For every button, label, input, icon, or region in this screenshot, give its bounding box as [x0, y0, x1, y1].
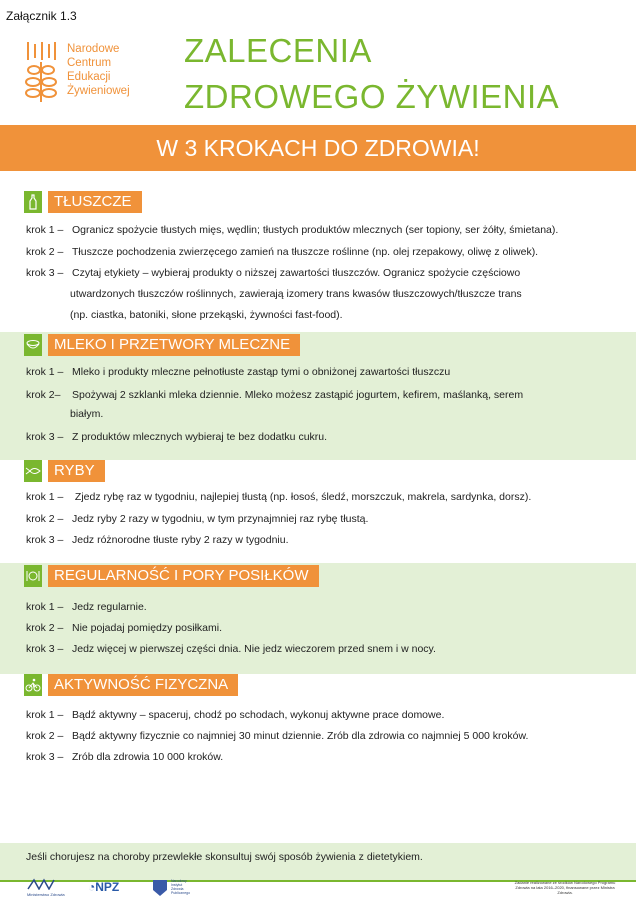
- step-text: Czytaj etykiety – wybieraj produkty o niższej zawartości tłuszczów. Ogranicz spożycie częściowo: [72, 267, 521, 279]
- section-title: RYBY: [48, 460, 105, 482]
- step-text-continuation: utwardzonych tłuszczów roślinnych, zawierają izomery trans kwasów tłuszczowych/tłuszcze trans: [70, 288, 522, 300]
- step-row: [26, 365, 450, 379]
- logo-line: Centrum: [67, 57, 112, 69]
- npz-text: NPZ: [95, 880, 120, 894]
- step-text-continuation: białym.: [70, 408, 104, 420]
- ncez-logo-icon: [24, 40, 58, 104]
- step-text: Z produktów mlecznych wybieraj te bez dodatku cukru.: [72, 431, 328, 443]
- funding-note: Zadanie realizowane ze środków Narodowego Programu Zdrowia na lata 2016–2020, finansowane przez Ministra Zdrowia.: [514, 880, 616, 895]
- bicycle-icon: [24, 674, 42, 696]
- section-title: MLEKO I PRZETWORY MLECZNE: [48, 334, 300, 356]
- fish-icon: [24, 460, 42, 482]
- section-header: [24, 674, 238, 696]
- banner: W 3 KROKACH DO ZDROWIA!: [0, 125, 636, 171]
- step-row: [26, 708, 444, 722]
- logo-caption: Narodowy Instytut Zdrowia Publicznego: [171, 879, 191, 895]
- step-label: krok 1 –: [26, 224, 64, 236]
- annex-label: Załącznik 1.3: [6, 9, 77, 23]
- npz-circle-icon: ◔: [88, 880, 96, 894]
- step-row: [26, 430, 327, 444]
- step-label: krok 1 –: [26, 491, 64, 503]
- step-text: Bądź aktywny fizycznie co najmniej 30 minut dziennie. Zrób dla zdrowia co najmniej 5 000 kroków.: [72, 730, 529, 742]
- step-row: [26, 642, 436, 656]
- logo-caption: Ministerstwo Zdrowia: [27, 892, 65, 897]
- section-header: [24, 460, 105, 482]
- step-label: krok 2–: [26, 389, 61, 401]
- bottle-icon: [24, 191, 42, 213]
- section-header: [24, 565, 319, 587]
- section-title: REGULARNOŚĆ I PORY POSIŁKÓW: [48, 565, 319, 587]
- step-label: krok 1 –: [26, 709, 64, 721]
- step-row: [26, 388, 523, 402]
- step-label: krok 2 –: [26, 246, 64, 258]
- section-title: TŁUSZCZE: [48, 191, 142, 213]
- step-text: Bądź aktywny – spaceruj, chodź po schodach, wykonuj aktywne prace domowe.: [72, 709, 445, 721]
- step-label: krok 3 –: [26, 431, 64, 443]
- step-text-continuation: (np. ciastka, batoniki, słone przekąski, żywności fast-food).: [70, 309, 343, 321]
- step-row: [26, 223, 558, 237]
- step-label: krok 3 –: [26, 643, 64, 655]
- logo-line: Edukacji: [67, 71, 111, 83]
- step-text: Jedz różnorodne tłuste ryby 2 razy w tygodniu.: [72, 534, 289, 546]
- step-text: Mleko i produkty mleczne pełnotłuste zastąp tymi o obniżonej zawartości tłuszczu: [72, 366, 451, 378]
- step-label: krok 3 –: [26, 267, 64, 279]
- nizp-logo: [152, 879, 195, 897]
- step-text: Nie pojadaj pomiędzy posiłkami.: [72, 622, 222, 634]
- logo-text: [67, 42, 130, 98]
- step-row: [26, 600, 147, 614]
- step-label: krok 3 –: [26, 751, 64, 763]
- step-text: Ogranicz spożycie tłustych mięs, wędlin; tłustych produktów mlecznych (ser topiony, ser żółty, śmietana).: [72, 224, 559, 236]
- step-row: [26, 512, 368, 526]
- step-row: [26, 245, 538, 259]
- title-line-1: ZALECENIA: [184, 32, 372, 69]
- step-text: Jedz więcej w pierwszej części dnia. Nie jedz wieczorem przed snem i w nocy.: [72, 643, 436, 655]
- title-line-2: ZDROWEGO ŻYWIENIA: [184, 78, 560, 115]
- step-row: [26, 266, 520, 280]
- step-text: Spożywaj 2 szklanki mleka dziennie. Mleko możesz zastąpić jogurtem, kefirem, maślanką, serem: [72, 389, 524, 401]
- step-label: krok 2 –: [26, 513, 64, 525]
- shield-icon: [152, 879, 168, 897]
- step-row: [26, 750, 223, 764]
- step-label: krok 1 –: [26, 601, 64, 613]
- step-row: [26, 729, 528, 743]
- step-row: [26, 490, 531, 504]
- logo-line: Narodowe: [67, 43, 120, 55]
- bowl-icon: [24, 334, 42, 356]
- step-row: [26, 533, 289, 547]
- plate-cutlery-icon: [24, 565, 42, 587]
- step-text: Jedz ryby 2 razy w tygodniu, w tym przynajmniej raz rybę tłustą.: [72, 513, 369, 525]
- step-label: krok 2 –: [26, 622, 64, 634]
- logo-line: Żywieniowej: [67, 85, 130, 97]
- step-text: Tłuszcze pochodzenia zwierzęcego zamień na tłuszcze roślinne (np. olej rzepakowy, oliwę z oliwek).: [72, 246, 539, 258]
- step-row: [26, 621, 222, 635]
- step-text: Jedz regularnie.: [72, 601, 147, 613]
- step-label: krok 3 –: [26, 534, 64, 546]
- section-title: AKTYWNOŚĆ FIZYCZNA: [48, 674, 238, 696]
- footer-note: Jeśli chorujesz na choroby przewlekłe skonsultuj swój sposób żywienia z dietetykiem.: [26, 851, 423, 863]
- section-header: [24, 191, 142, 213]
- ministry-logo-icon: [27, 878, 57, 890]
- step-label: krok 1 –: [26, 366, 64, 378]
- page-title: [184, 28, 559, 120]
- ministry-logo: [27, 878, 65, 897]
- step-text: Zjedz rybę raz w tygodniu, najlepiej tłustą (np. łosoś, śledź, morszczuk, makrela, sardynka, dorsz).: [72, 491, 532, 503]
- npz-logo: [88, 880, 119, 894]
- step-text: Zrób dla zdrowia 10 000 kroków.: [72, 751, 224, 763]
- section-header: [24, 334, 300, 356]
- step-label: krok 2 –: [26, 730, 64, 742]
